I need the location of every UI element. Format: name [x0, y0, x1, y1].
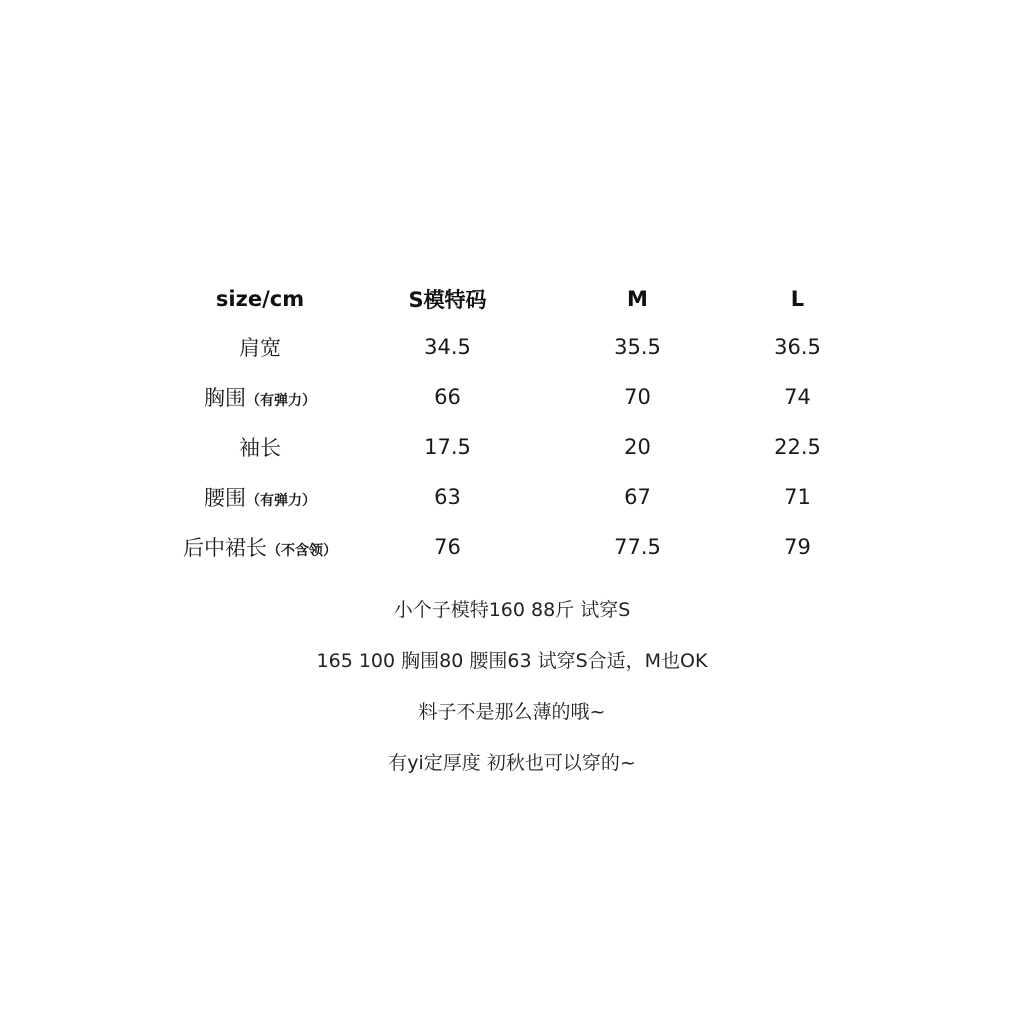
- table-row: [160, 322, 880, 372]
- header-size-l: L: [790, 287, 805, 311]
- value-m: 77.5: [614, 535, 661, 559]
- measurement-name: 腰围: [204, 486, 246, 510]
- row-label: [160, 532, 360, 562]
- measurement-note: （有弹力）: [246, 393, 316, 409]
- table-header-row: [160, 276, 880, 322]
- value-s: 17.5: [424, 435, 471, 459]
- value-m: 20: [624, 435, 651, 459]
- note-line: 有yi定厚度 初秋也可以穿的~: [388, 752, 636, 774]
- table-row: [160, 522, 880, 572]
- fit-notes: [0, 590, 1024, 794]
- table-row: [160, 472, 880, 522]
- value-l: 74: [784, 385, 811, 409]
- value-l: 22.5: [774, 435, 821, 459]
- value-l: 71: [784, 485, 811, 509]
- row-label: [160, 332, 360, 362]
- size-chart-table: [160, 276, 880, 572]
- row-label: [160, 482, 360, 512]
- header-size-s: S模特码: [408, 288, 487, 312]
- header-size-unit: size/cm: [215, 287, 305, 311]
- value-s: 63: [434, 485, 461, 509]
- table-row: [160, 372, 880, 422]
- measurement-name: 胸围: [204, 386, 246, 410]
- value-s: 76: [434, 535, 461, 559]
- value-m: 67: [624, 485, 651, 509]
- table-row: [160, 422, 880, 472]
- measurement-note: （不含领）: [267, 543, 337, 559]
- value-l: 36.5: [774, 335, 821, 359]
- row-label: [160, 382, 360, 412]
- row-label: [160, 432, 360, 462]
- header-size-m: M: [627, 287, 648, 311]
- value-l: 79: [784, 535, 811, 559]
- measurement-name: 后中裙长: [183, 536, 267, 560]
- note-line: 165 100 胸围80 腰围63 试穿S合适，M也OK: [316, 650, 708, 672]
- note-line: 小个子模特160 88斤 试穿S: [393, 599, 631, 621]
- value-m: 70: [624, 385, 651, 409]
- measurement-name: 袖长: [239, 436, 281, 460]
- measurement-note: （有弹力）: [246, 493, 316, 509]
- value-m: 35.5: [614, 335, 661, 359]
- measurement-name: 肩宽: [239, 336, 281, 360]
- note-line: 料子不是那么薄的哦~: [418, 701, 606, 723]
- value-s: 66: [434, 385, 461, 409]
- value-s: 34.5: [424, 335, 471, 359]
